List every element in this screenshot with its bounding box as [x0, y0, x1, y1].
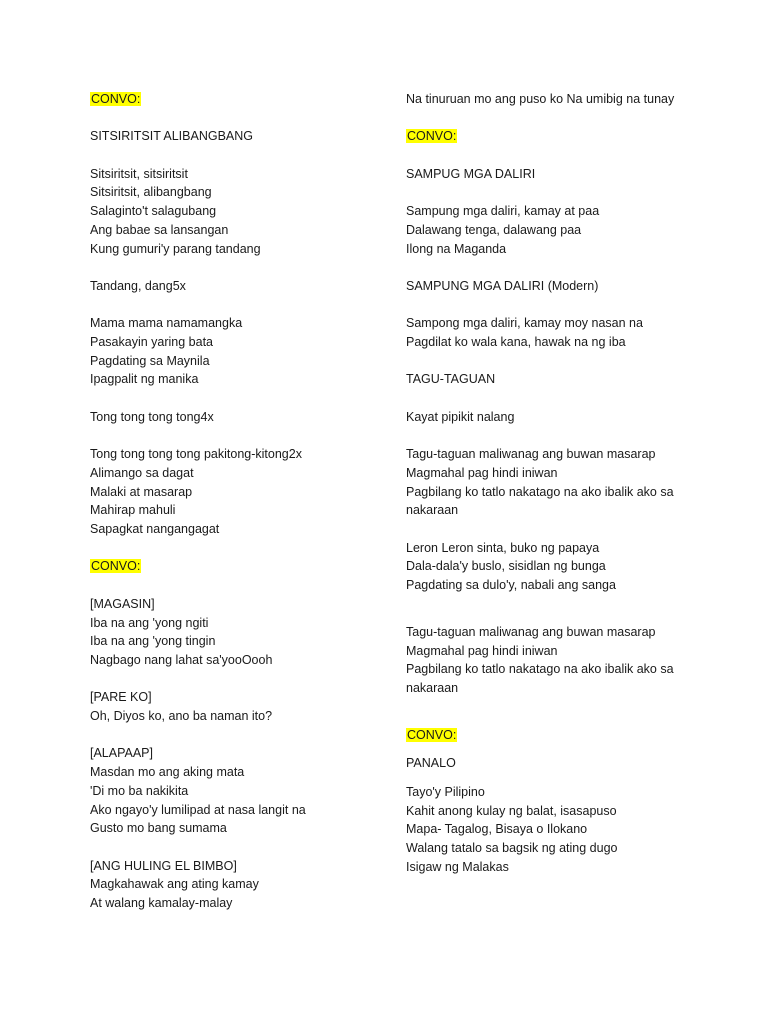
lyric-line: [ALAPAAP]: [90, 746, 153, 761]
lyric-line: Sitsiritsit, alibangbang: [90, 185, 212, 200]
lyric-line: Na tinuruan mo ang puso ko Na umibig na tunay: [406, 92, 675, 106]
convo-label: [406, 726, 696, 745]
blank-line: [406, 389, 696, 408]
blank-line: [90, 258, 390, 277]
lyric-line: Oh, Diyos ko, ano ba naman ito?: [90, 709, 273, 724]
blank-line: [406, 296, 696, 315]
lyric-line: Malaki at masarap: [90, 484, 193, 499]
lyric-line: Dalawang tenga, dalawang paa: [406, 222, 582, 237]
lyric-line: Pasakayin yaring bata: [90, 335, 213, 350]
blank-line: [406, 352, 696, 371]
lyric-line: Tagu-taguan maliwanag ang buwan masarap: [406, 624, 656, 639]
lyric-line: Sampung mga daliri, kamay at paa: [406, 204, 600, 219]
highlighted-text: CONVO:: [91, 92, 141, 106]
lyric-line: Pagbilang ko tatlo nakatago na ako ibalik ako sa nakaraan: [406, 484, 674, 518]
lyric-line: Leron Leron sinta, buko ng papaya: [406, 540, 600, 555]
blank-line: [90, 838, 390, 857]
lyric-line: Mapa- Tagalog, Bisaya o Ilokano: [406, 822, 588, 837]
lyric-line: Sitsiritsit, sitsiritsit: [90, 166, 188, 181]
lyric-line: Sapagkat nangangagat: [90, 522, 220, 537]
lyric-line: Ako ngayo'y lumilipad at nasa langit na: [90, 802, 306, 817]
lyric-line: Isigaw ng Malakas: [406, 859, 509, 874]
blank-line: [90, 576, 390, 595]
lyric-line: Tong tong tong tong4x: [90, 409, 214, 424]
blank-line: [406, 595, 696, 623]
lyric-line: Pagbilang ko tatlo nakatago na ako ibalik ako sa nakaraan: [406, 662, 674, 695]
lyric-line: SAMPUG MGA DALIRI: [406, 166, 536, 181]
lyric-line: Pagdating sa Maynila: [90, 353, 210, 368]
lyric-line: Sampong mga daliri, kamay moy nasan na: [406, 316, 643, 331]
lyric-line: Ang babae sa lansangan: [90, 222, 229, 237]
lyric-line: Ipagpalit ng manika: [90, 372, 199, 387]
lyric-line: Gusto mo bang sumama: [90, 821, 227, 836]
convo-label: [90, 90, 390, 109]
lyric-line: Masdan mo ang aking mata: [90, 765, 245, 780]
lyric-line: [ANG HULING EL BIMBO]: [90, 858, 237, 873]
lyric-line: Kahit anong kulay ng balat, isasapuso: [406, 803, 617, 818]
blank-line: [90, 296, 390, 315]
lyric-line: PANALO: [406, 756, 456, 771]
blank-line: [406, 773, 696, 783]
left-column: [90, 90, 390, 913]
blank-line: [406, 258, 696, 277]
blank-line: [90, 670, 390, 689]
highlighted-text: CONVO:: [407, 129, 457, 144]
lyric-line: [MAGASIN]: [90, 596, 155, 611]
convo-label: [406, 127, 696, 146]
highlighted-text: CONVO:: [91, 559, 141, 574]
blank-line: [406, 146, 696, 165]
blank-line: [90, 146, 390, 165]
blank-line: [90, 427, 390, 446]
blank-line: [90, 389, 390, 408]
blank-line: [90, 726, 390, 745]
blank-line: [406, 183, 696, 202]
lyric-line: Mama mama namamangka: [90, 316, 243, 331]
highlighted-text: CONVO:: [407, 727, 457, 742]
lyric-line: Salaginto't salagubang: [90, 204, 217, 219]
blank-line: [406, 744, 696, 754]
blank-line: [406, 698, 696, 726]
lyric-line: Nagbago nang lahat sa'yooOooh: [90, 652, 273, 667]
lyric-line: Magkahawak ang ating kamay: [90, 877, 259, 892]
lyric-line: Kayat pipikit nalang: [406, 409, 515, 424]
lyric-line: Magmahal pag hindi iniwan: [406, 465, 558, 480]
blank-line: [406, 520, 696, 539]
lyric-line: Walang tatalo sa bagsik ng ating dugo: [406, 841, 618, 856]
lyric-line: Dala-dala'y buslo, sisidlan ng bunga: [406, 559, 606, 574]
lyric-line: Tayo'y Pilipino: [406, 785, 485, 800]
lyric-line: Ilong na Maganda: [406, 241, 507, 256]
lyric-line: [PARE KO]: [90, 690, 152, 705]
lyric-line: Mahirap mahuli: [90, 503, 176, 518]
lyric-line: 'Di mo ba nakikita: [90, 783, 189, 798]
lyric-line: Pagdilat ko wala kana, hawak na ng iba: [406, 335, 626, 350]
blank-line: [406, 427, 696, 446]
lyric-line: Tagu-taguan maliwanag ang buwan masarap: [406, 447, 656, 462]
lyric-line: Iba na ang 'yong ngiti: [90, 615, 209, 630]
convo-label: [90, 557, 390, 576]
blank-line: [406, 109, 696, 128]
blank-line: [90, 109, 390, 128]
lyric-line: Magmahal pag hindi iniwan: [406, 643, 558, 658]
blank-line: [90, 539, 390, 558]
lyric-line: Tandang, dang5x: [90, 278, 186, 293]
lyric-line: Kung gumuri'y parang tandang: [90, 241, 261, 256]
lyric-line: At walang kamalay-malay: [90, 896, 233, 911]
lyric-line: TAGU-TAGUAN: [406, 372, 496, 387]
lyric-line: SAMPUNG MGA DALIRI (Modern): [406, 278, 599, 293]
lyric-line: Iba na ang 'yong tingin: [90, 634, 216, 649]
lyric-line: Pagdating sa dulo'y, nabali ang sanga: [406, 578, 616, 593]
right-column: [406, 90, 696, 877]
lyric-line: Alimango sa dagat: [90, 465, 194, 480]
lyric-line: Tong tong tong tong pakitong-kitong2x: [90, 447, 302, 462]
lyric-line: SITSIRITSIT ALIBANGBANG: [90, 129, 254, 144]
